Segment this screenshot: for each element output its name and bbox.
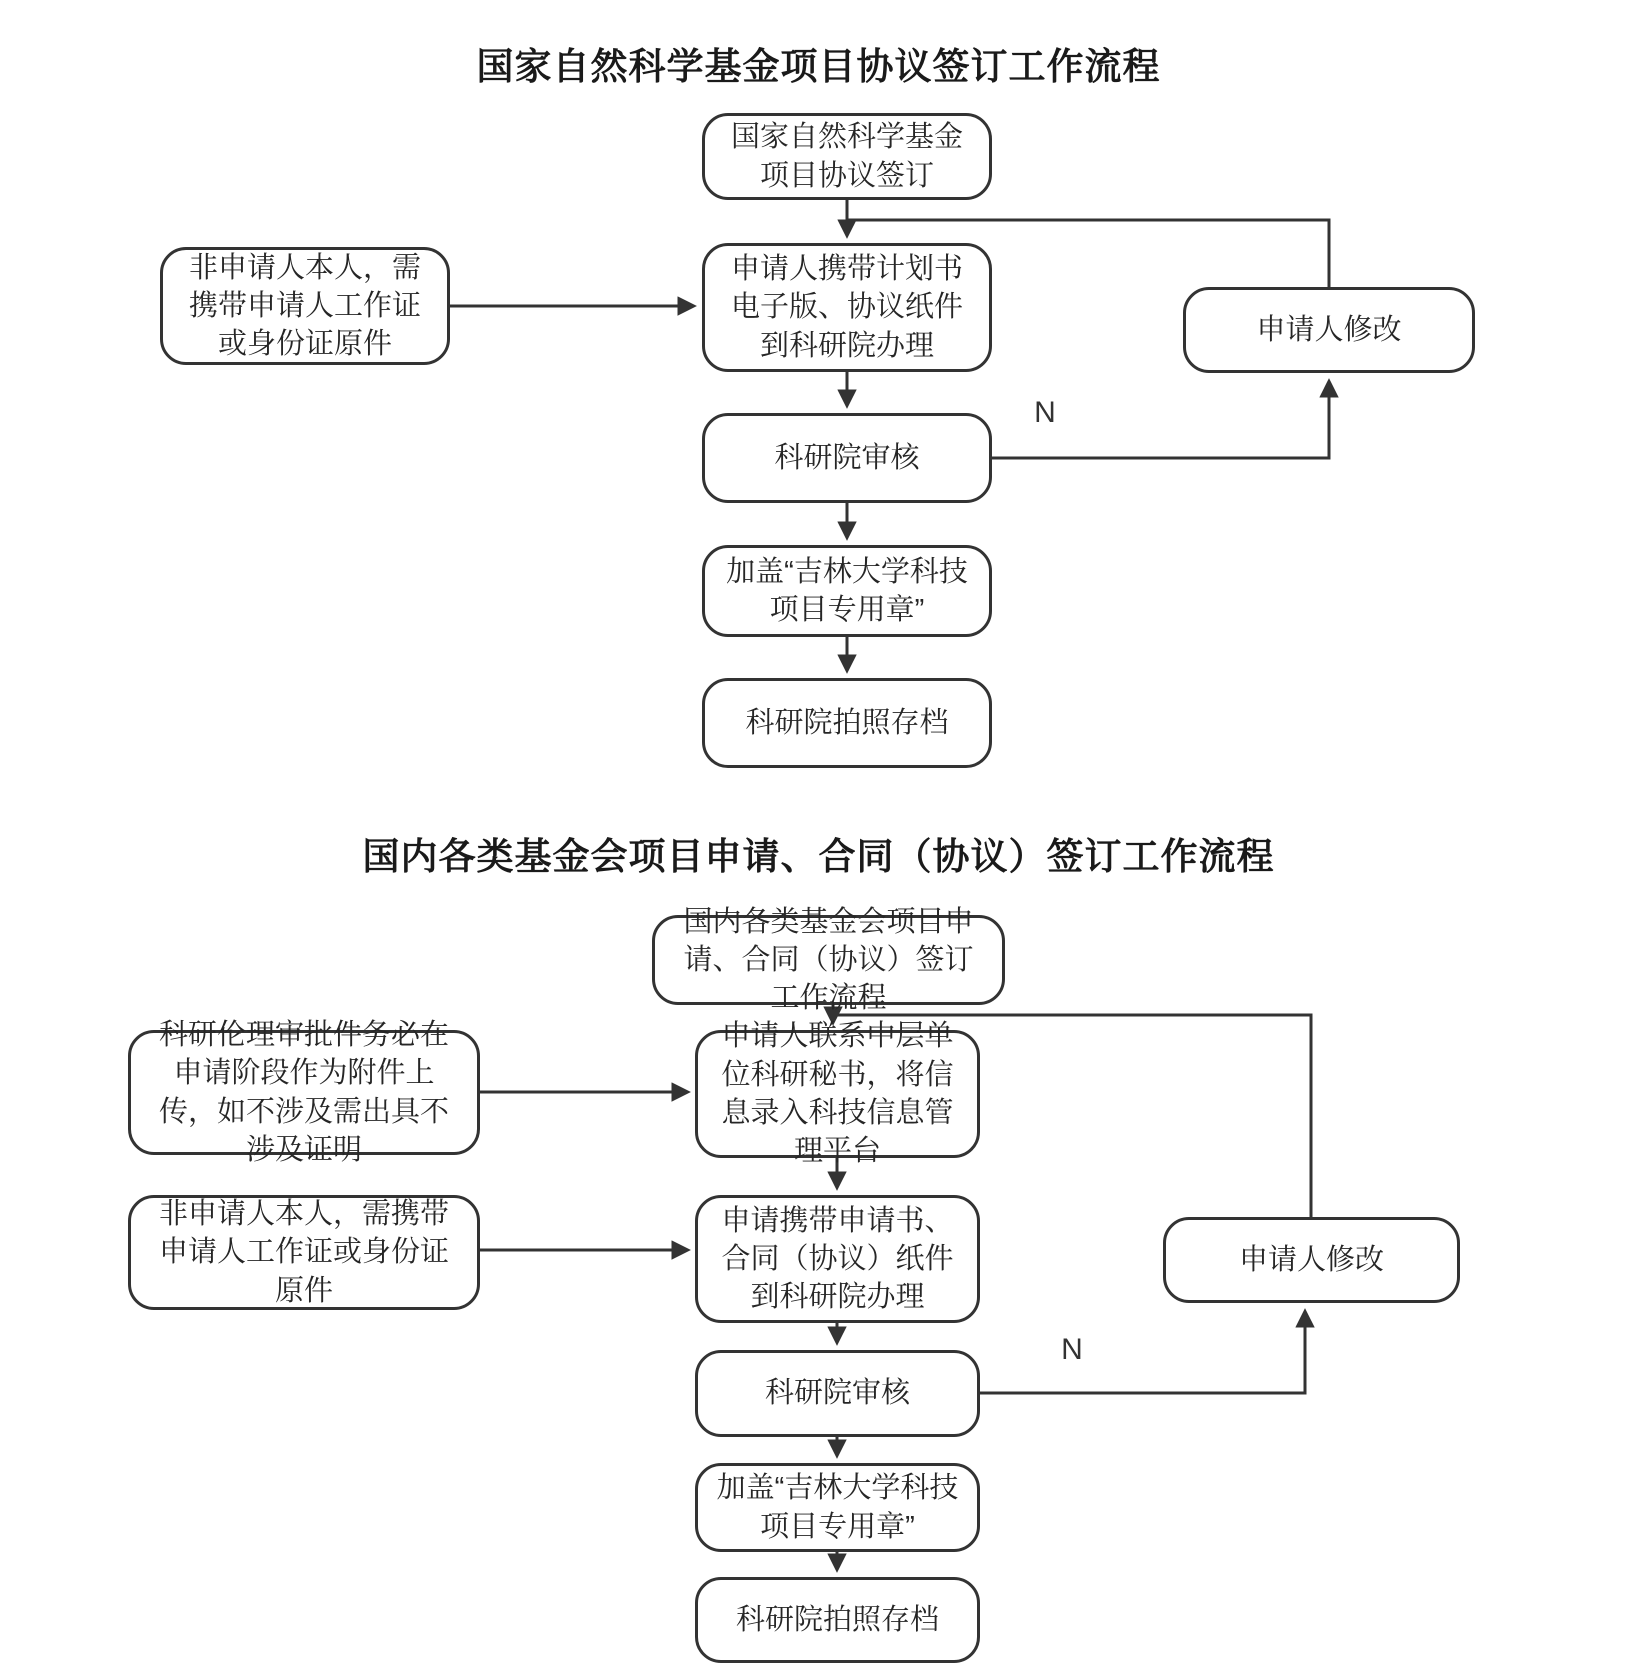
node-revise-top: 申请人修改	[1183, 287, 1475, 373]
node-review-top: 科研院审核	[702, 413, 992, 503]
node-stamp-bottom: 加盖“吉林大学科技项目专用章”	[695, 1463, 980, 1552]
node-submit-bottom: 申请携带申请书、合同（协议）纸件到科研院办理	[695, 1195, 980, 1323]
node-archive-bottom: 科研院拍照存档	[695, 1577, 980, 1663]
node-stamp-top: 加盖“吉林大学科技项目专用章”	[702, 545, 992, 637]
node-archive-top: 科研院拍照存档	[702, 678, 992, 768]
edge-label-no-bottom: N	[1061, 1333, 1083, 1366]
flowchart-title-top: 国家自然科学基金项目协议签订工作流程	[476, 46, 1161, 87]
edge-label-no-top: N	[1034, 396, 1056, 429]
node-review-bottom: 科研院审核	[695, 1350, 980, 1437]
node-start-bottom: 国内各类基金会项目申请、合同（协议）签订工作流程	[652, 915, 1005, 1005]
flowchart-title-bottom: 国内各类基金会项目申请、合同（协议）签订工作流程	[362, 836, 1275, 877]
node-side-note-top: 非申请人本人，需携带申请人工作证或身份证原件	[160, 247, 450, 365]
node-register-bottom: 申请人联系中层单位科研秘书，将信息录入科技信息管理平台	[695, 1030, 980, 1158]
node-submit-top: 申请人携带计划书电子版、协议纸件到科研院办理	[702, 243, 992, 372]
node-ethics-note-bottom: 科研伦理审批件务必在申请阶段作为附件上传，如不涉及需出具不涉及证明	[128, 1030, 480, 1155]
edge-review-no-to-revise-bottom	[975, 1311, 1305, 1393]
node-side-note-bottom: 非申请人本人，需携带申请人工作证或身份证原件	[128, 1195, 480, 1310]
node-start-top: 国家自然科学基金项目协议签订	[702, 113, 992, 200]
node-revise-bottom: 申请人修改	[1163, 1217, 1460, 1303]
